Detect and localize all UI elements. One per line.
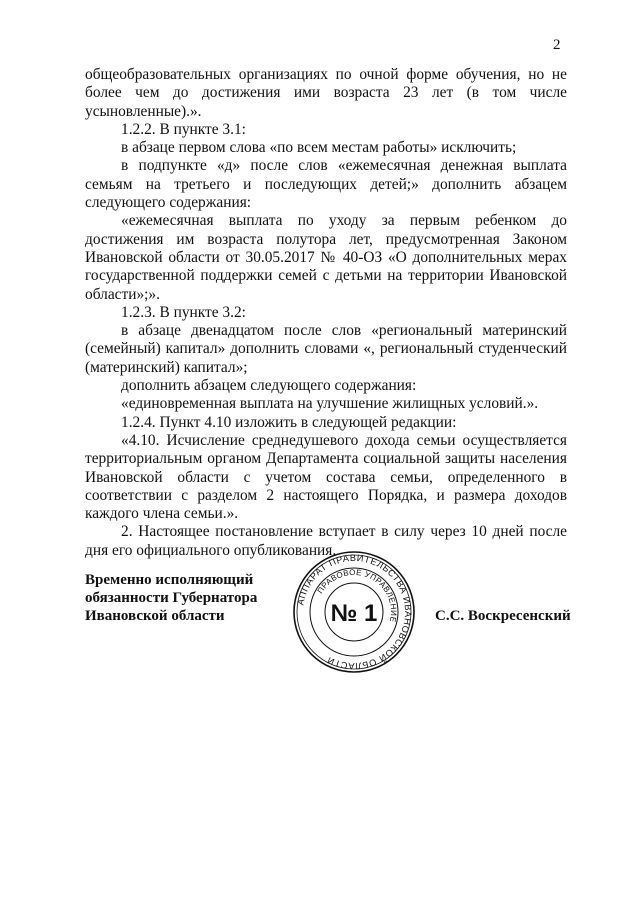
- paragraph: 1.2.4. Пункт 4.10 изложить в следующей редакции:: [121, 413, 457, 431]
- paragraph: в абзаце двенадцатом после слов «региональный материнский (семейный) капитал» дополнить словами «, региональный студенческий (материнский) капитал»;: [85, 322, 567, 376]
- official-seal: [292, 550, 416, 674]
- paragraph: «единовременная выплата на улучшение жилищных условий.».: [121, 395, 539, 413]
- paragraph: 2. Настоящее постановление вступает в силу через 10 дней после дня его официального опубликования.: [85, 523, 567, 559]
- paragraph: дополнить абзацем следующего содержания:: [121, 377, 417, 395]
- paragraph: «ежемесячная выплата по уходу за первым ребенком до достижения им возраста полутора лет, предусмотренная Законом Ивановской области от 30.05.2017 № 40-ОЗ «О дополнительных мерах государственной поддержки семей с детьми на территории Ивановской области»;».: [85, 212, 567, 303]
- paragraph: в абзаце первом слова «по всем местам работы» исключить;: [121, 139, 517, 157]
- paragraph: «4.10. Исчисление среднедушевого дохода семьи осуществляется территориальным органом Департамента социальной защиты населения Ивановской области с учетом состава семьи, определенного в соответствии с разделом 2 настоящего Порядка, и размера доходов каждого члена семьи.».: [85, 431, 567, 523]
- page-number: 2: [553, 37, 561, 53]
- paragraph: 1.2.3. В пункте 3.2:: [121, 303, 246, 321]
- paragraph: 1.2.2. В пункте 3.1:: [121, 120, 246, 138]
- signatory-name: С.С. Воскресенский: [435, 608, 571, 624]
- signatory-title-line: обязанности Губернатора: [85, 590, 258, 606]
- seal-inner-text: ПРАВОВОЕ УПРАВЛЕНИЕ: [315, 567, 399, 624]
- seal-center-text: № 1: [330, 600, 378, 627]
- signatory-title-line: Временно исполняющий: [85, 572, 254, 588]
- signatory-title-line: Ивановской области: [85, 608, 225, 624]
- signatory-title: [85, 571, 285, 625]
- seal-outer-text: АППАРАТ ПРАВИТЕЛЬСТВА ИВАНОВСКОЙ ОБЛАСТИ: [295, 552, 414, 672]
- paragraph: общеобразовательных организациях по очной форме обучения, но не более чем до достижения ими возраста 23 лет (в том числе усыновленные).».: [85, 66, 567, 120]
- document-body: [85, 66, 567, 560]
- paragraph: в подпункте «д» после слов «ежемесячная денежная выплата семьям на третьего и последующих детей;» дополнить абзацем следующего содержания:: [85, 157, 567, 212]
